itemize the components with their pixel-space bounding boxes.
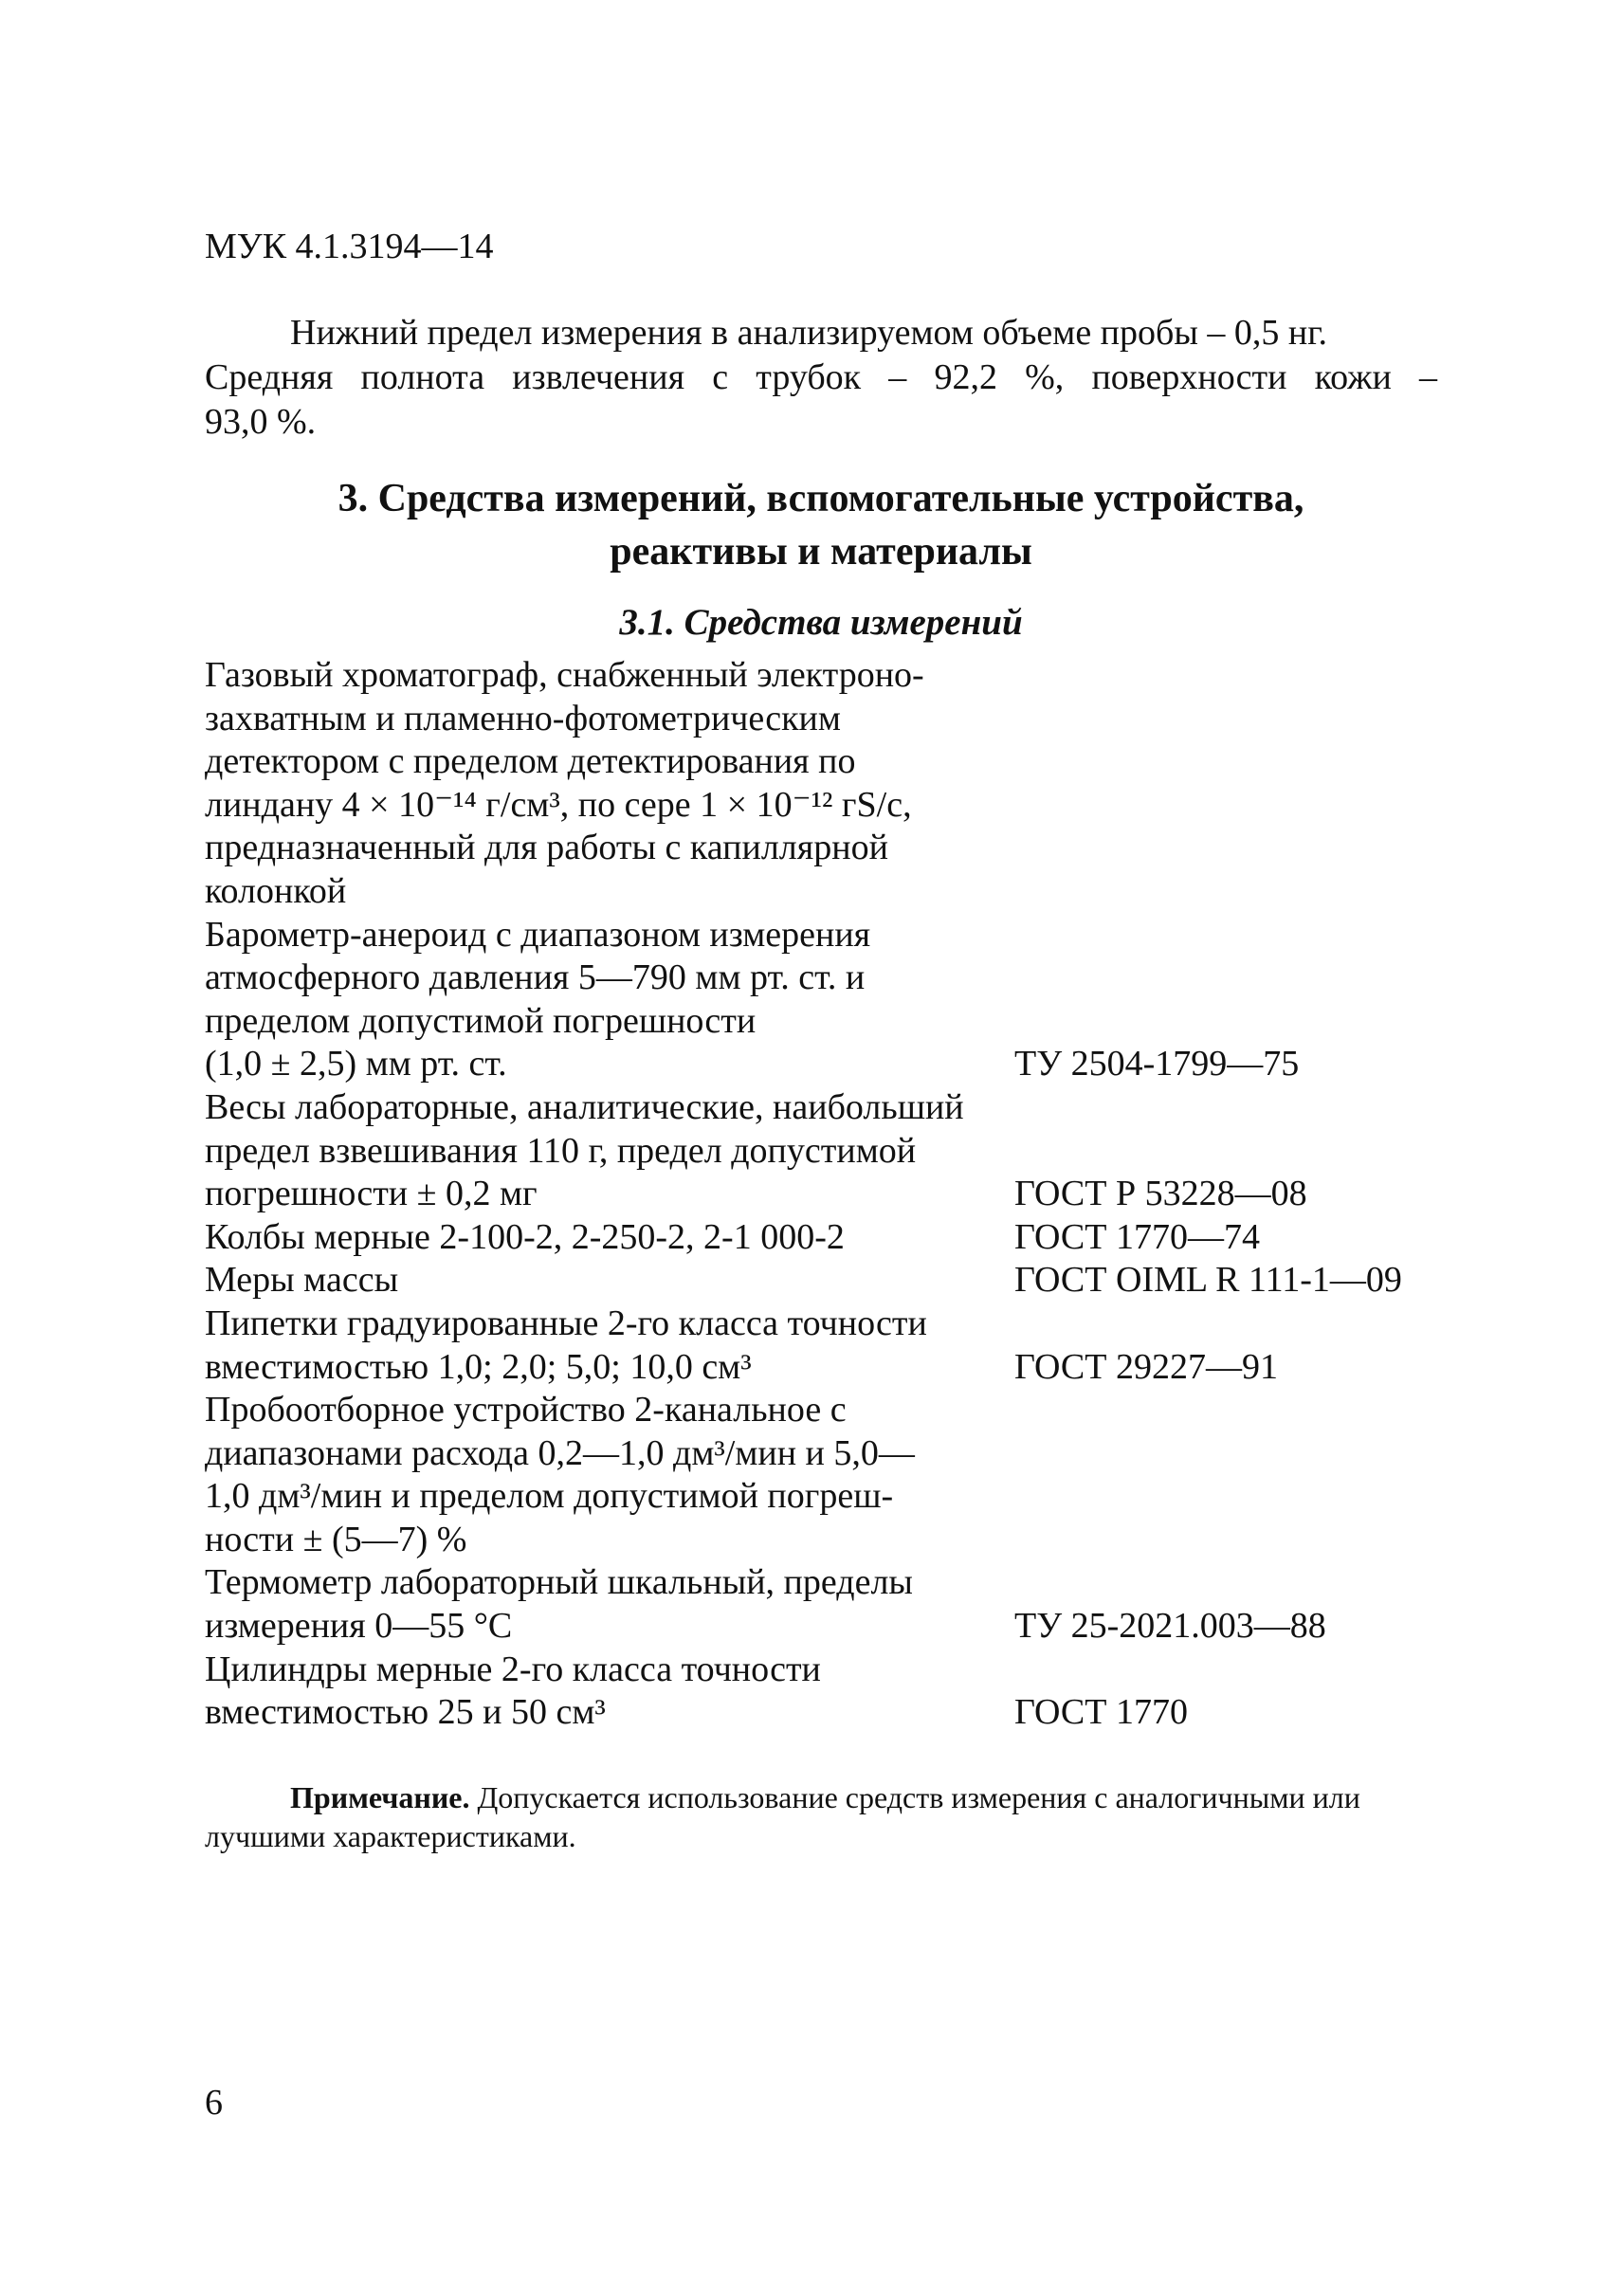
instrument-name: Весы лабораторные, аналитические, наибольший предел взвешивания 110 г, предел допустимой погрешности ± 0,2 мг <box>205 1086 964 1214</box>
instrument-name: Пипетки градуированные 2-го класса точности вместимостью 1,0; 2,0; 5,0; 10,0 см³ <box>205 1303 927 1387</box>
instrument-name: Цилиндры мерные 2-го класса точности вместимостью 25 и 50 см³ <box>205 1649 821 1733</box>
instrument-name: Барометр-анероид с диапазоном измерения атмосферного давления 5—790 мм рт. ст. и пределом допустимой погрешности (1,0 ± 2,5) мм рт. ст. <box>205 914 871 1084</box>
instrument-standard: ГОСТ 29227—91 <box>1014 1346 1278 1387</box>
list-item <box>205 654 1466 914</box>
section-title-line-2: реактивы и материалы <box>610 530 1032 574</box>
list-item <box>205 1086 1466 1216</box>
page-number: 6 <box>205 2083 223 2123</box>
instruments-list <box>205 654 1466 1735</box>
document-header: МУК 4.1.3194—14 <box>205 227 494 266</box>
note-paragraph <box>205 1778 1437 1856</box>
note-text: Допускается использование средств измерения с аналогичными или лучшими характеристиками. <box>205 1780 1360 1853</box>
subsection-title: 3.1. Средства измерений <box>619 602 1023 643</box>
list-item <box>205 1389 1466 1561</box>
instrument-name: Термометр лабораторный шкальный, пределы измерения 0—55 °С <box>205 1562 913 1647</box>
list-item <box>205 1649 1466 1735</box>
section-title <box>205 472 1437 578</box>
note-label: Примечание. <box>290 1780 470 1814</box>
list-item <box>205 914 1466 1086</box>
instrument-name: Колбы мерные 2-100-2, 2-250-2, 2-1 000-2 <box>205 1216 845 1257</box>
intro-line-1: Нижний предел измерения в анализируемом объеме пробы – 0,5 нг. <box>290 313 1328 353</box>
instrument-standard: ТУ 2504-1799—75 <box>1014 1044 1300 1084</box>
instrument-name: Пробоотборное устройство 2-канальное с диапазонами расхода 0,2—1,0 дм³/мин и 5,0— 1,0 дм³/мин и пределом допустимой погреш- ности ± (5—7) % <box>205 1390 915 1559</box>
intro-line-2: Средняя полнота извлечения с трубок – 92,2 %, поверхности кожи – <box>205 357 1437 397</box>
list-item <box>205 1259 1466 1303</box>
instrument-standard: ГОСТ 1770—74 <box>1014 1216 1260 1257</box>
list-item <box>205 1303 1466 1389</box>
instrument-name: Газовый хроматограф, снабженный электроно- захватным и пламенно-фотометрическим детектором с пределом детектирования по линдану 4 × 10⁻¹⁴ г/см³, по сере 1 × 10⁻¹² гS/с, предназначенный для работы с капиллярной колонкой <box>205 655 924 911</box>
instrument-name: Меры массы <box>205 1260 399 1301</box>
instrument-standard: ГОСТ 1770 <box>1014 1692 1188 1733</box>
intro-line-3: 93,0 %. <box>205 402 317 442</box>
list-item <box>205 1216 1466 1260</box>
list-item <box>205 1561 1466 1648</box>
instrument-standard: ТУ 25-2021.003—88 <box>1014 1606 1326 1647</box>
instrument-standard: ГОСТ OIML R 111-1—09 <box>1014 1260 1402 1301</box>
intro-paragraph <box>205 311 1437 445</box>
instrument-standard: ГОСТ Р 53228—08 <box>1014 1174 1307 1214</box>
section-title-line-1: 3. Средства измерений, вспомогательные устройства, <box>337 477 1304 520</box>
